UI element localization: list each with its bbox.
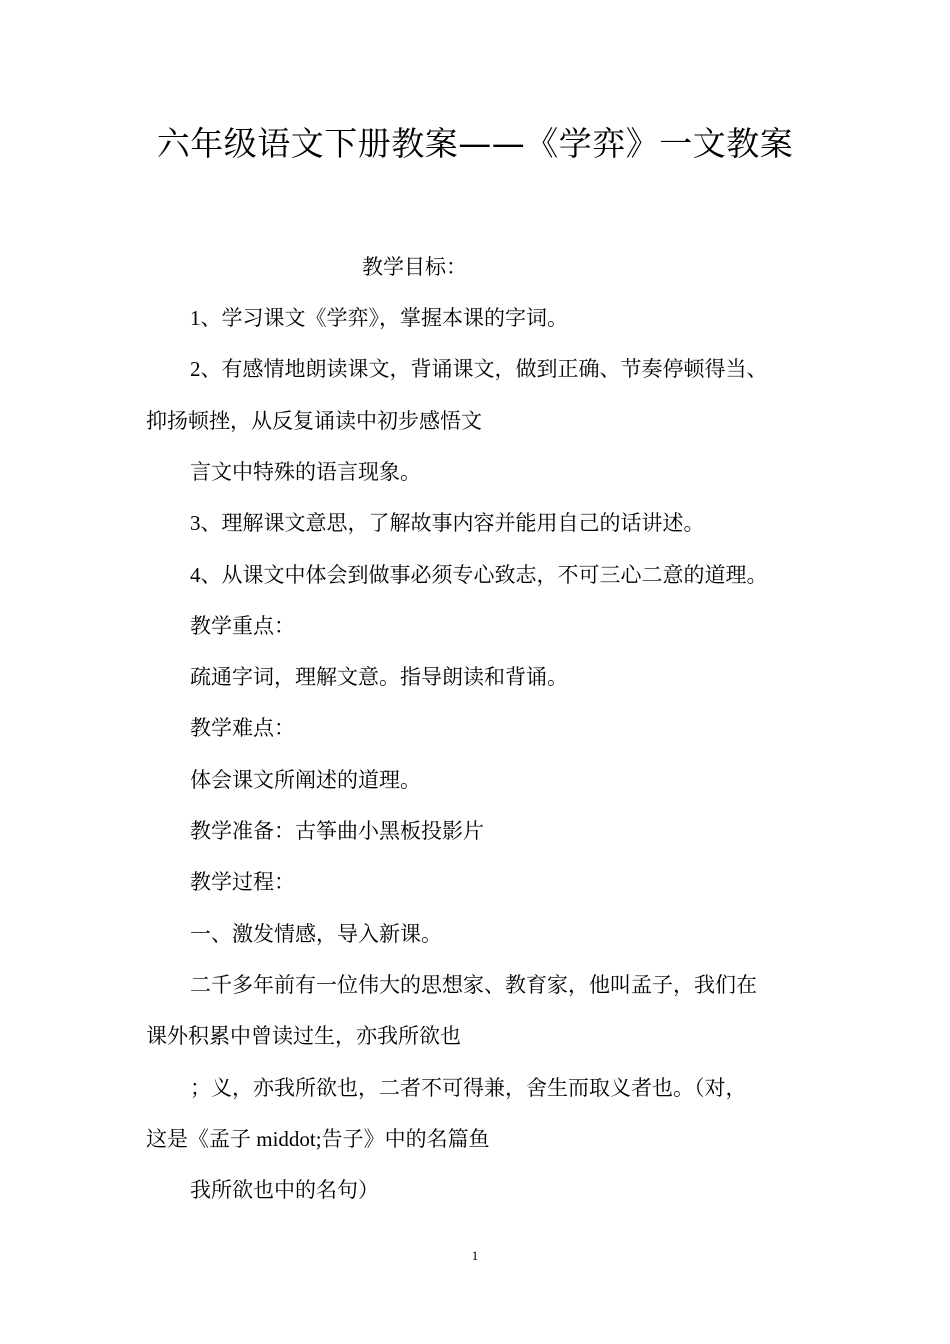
process-heading: 教学过程：	[190, 870, 295, 894]
paragraph-2-line-2-part-b: middot;	[251, 1127, 322, 1151]
page-number: 1	[471, 1248, 479, 1263]
paragraph-1-line-1: 二千多年前有一位伟大的思想家、教育家，他叫孟子，我们在	[190, 973, 757, 997]
objective-2-line-2: 抑扬顿挫，从反复诵读中初步感悟文	[146, 409, 482, 433]
objective-4-text: 、从课文中体会到做事必须专心致志，不可三心二意的道理。	[200, 563, 768, 587]
objective-2-line-3: 言文中特殊的语言现象。	[190, 460, 421, 484]
objective-3	[190, 508, 705, 538]
paragraph-1-line-2: 课外积累中曾读过生，亦我所欲也	[146, 1024, 461, 1048]
paragraph-2-line-2	[146, 1124, 490, 1154]
objectives-heading: 教学目标：	[362, 255, 467, 279]
objective-2-text-1: 、有感情地朗读课文，背诵课文，做到正确、节奏停顿得当、	[200, 357, 768, 381]
paragraph-2-line-2-part-a: 这是《孟子	[146, 1127, 251, 1151]
paragraph-2-line-3: 我所欲也中的名句）	[190, 1178, 379, 1202]
objective-1-text: 、学习课文《学弈》，掌握本课的字词。	[200, 306, 568, 330]
objective-2-line-1	[190, 354, 768, 384]
paragraph-2-line-2-part-c: 告子》中的名篇鱼	[321, 1127, 490, 1151]
objective-1-number: 1	[190, 306, 201, 330]
difficulties-heading: 教学难点：	[190, 716, 295, 740]
key-points-text: 疏通字词，理解文意。指导朗读和背诵。	[190, 665, 568, 689]
key-points-heading: 教学重点：	[190, 614, 295, 638]
objective-3-number: 3	[190, 511, 201, 535]
objective-4	[190, 560, 768, 590]
objective-1	[190, 303, 568, 333]
document-title: 六年级语文下册教案——《学弈》一文教案	[156, 124, 794, 163]
preparation-text: 教学准备：古筝曲小黑板投影片	[190, 819, 484, 843]
paragraph-2-line-1: ；义，亦我所欲也，二者不可得兼，舍生而取义者也。（对，	[190, 1076, 747, 1100]
objective-2-number: 2	[190, 357, 201, 381]
objective-3-text: 、理解课文意思，了解故事内容并能用自己的话讲述。	[200, 511, 705, 535]
section-1-heading: 一、激发情感，导入新课。	[190, 922, 442, 946]
difficulties-text: 体会课文所阐述的道理。	[190, 768, 421, 792]
objective-4-number: 4	[190, 563, 201, 587]
